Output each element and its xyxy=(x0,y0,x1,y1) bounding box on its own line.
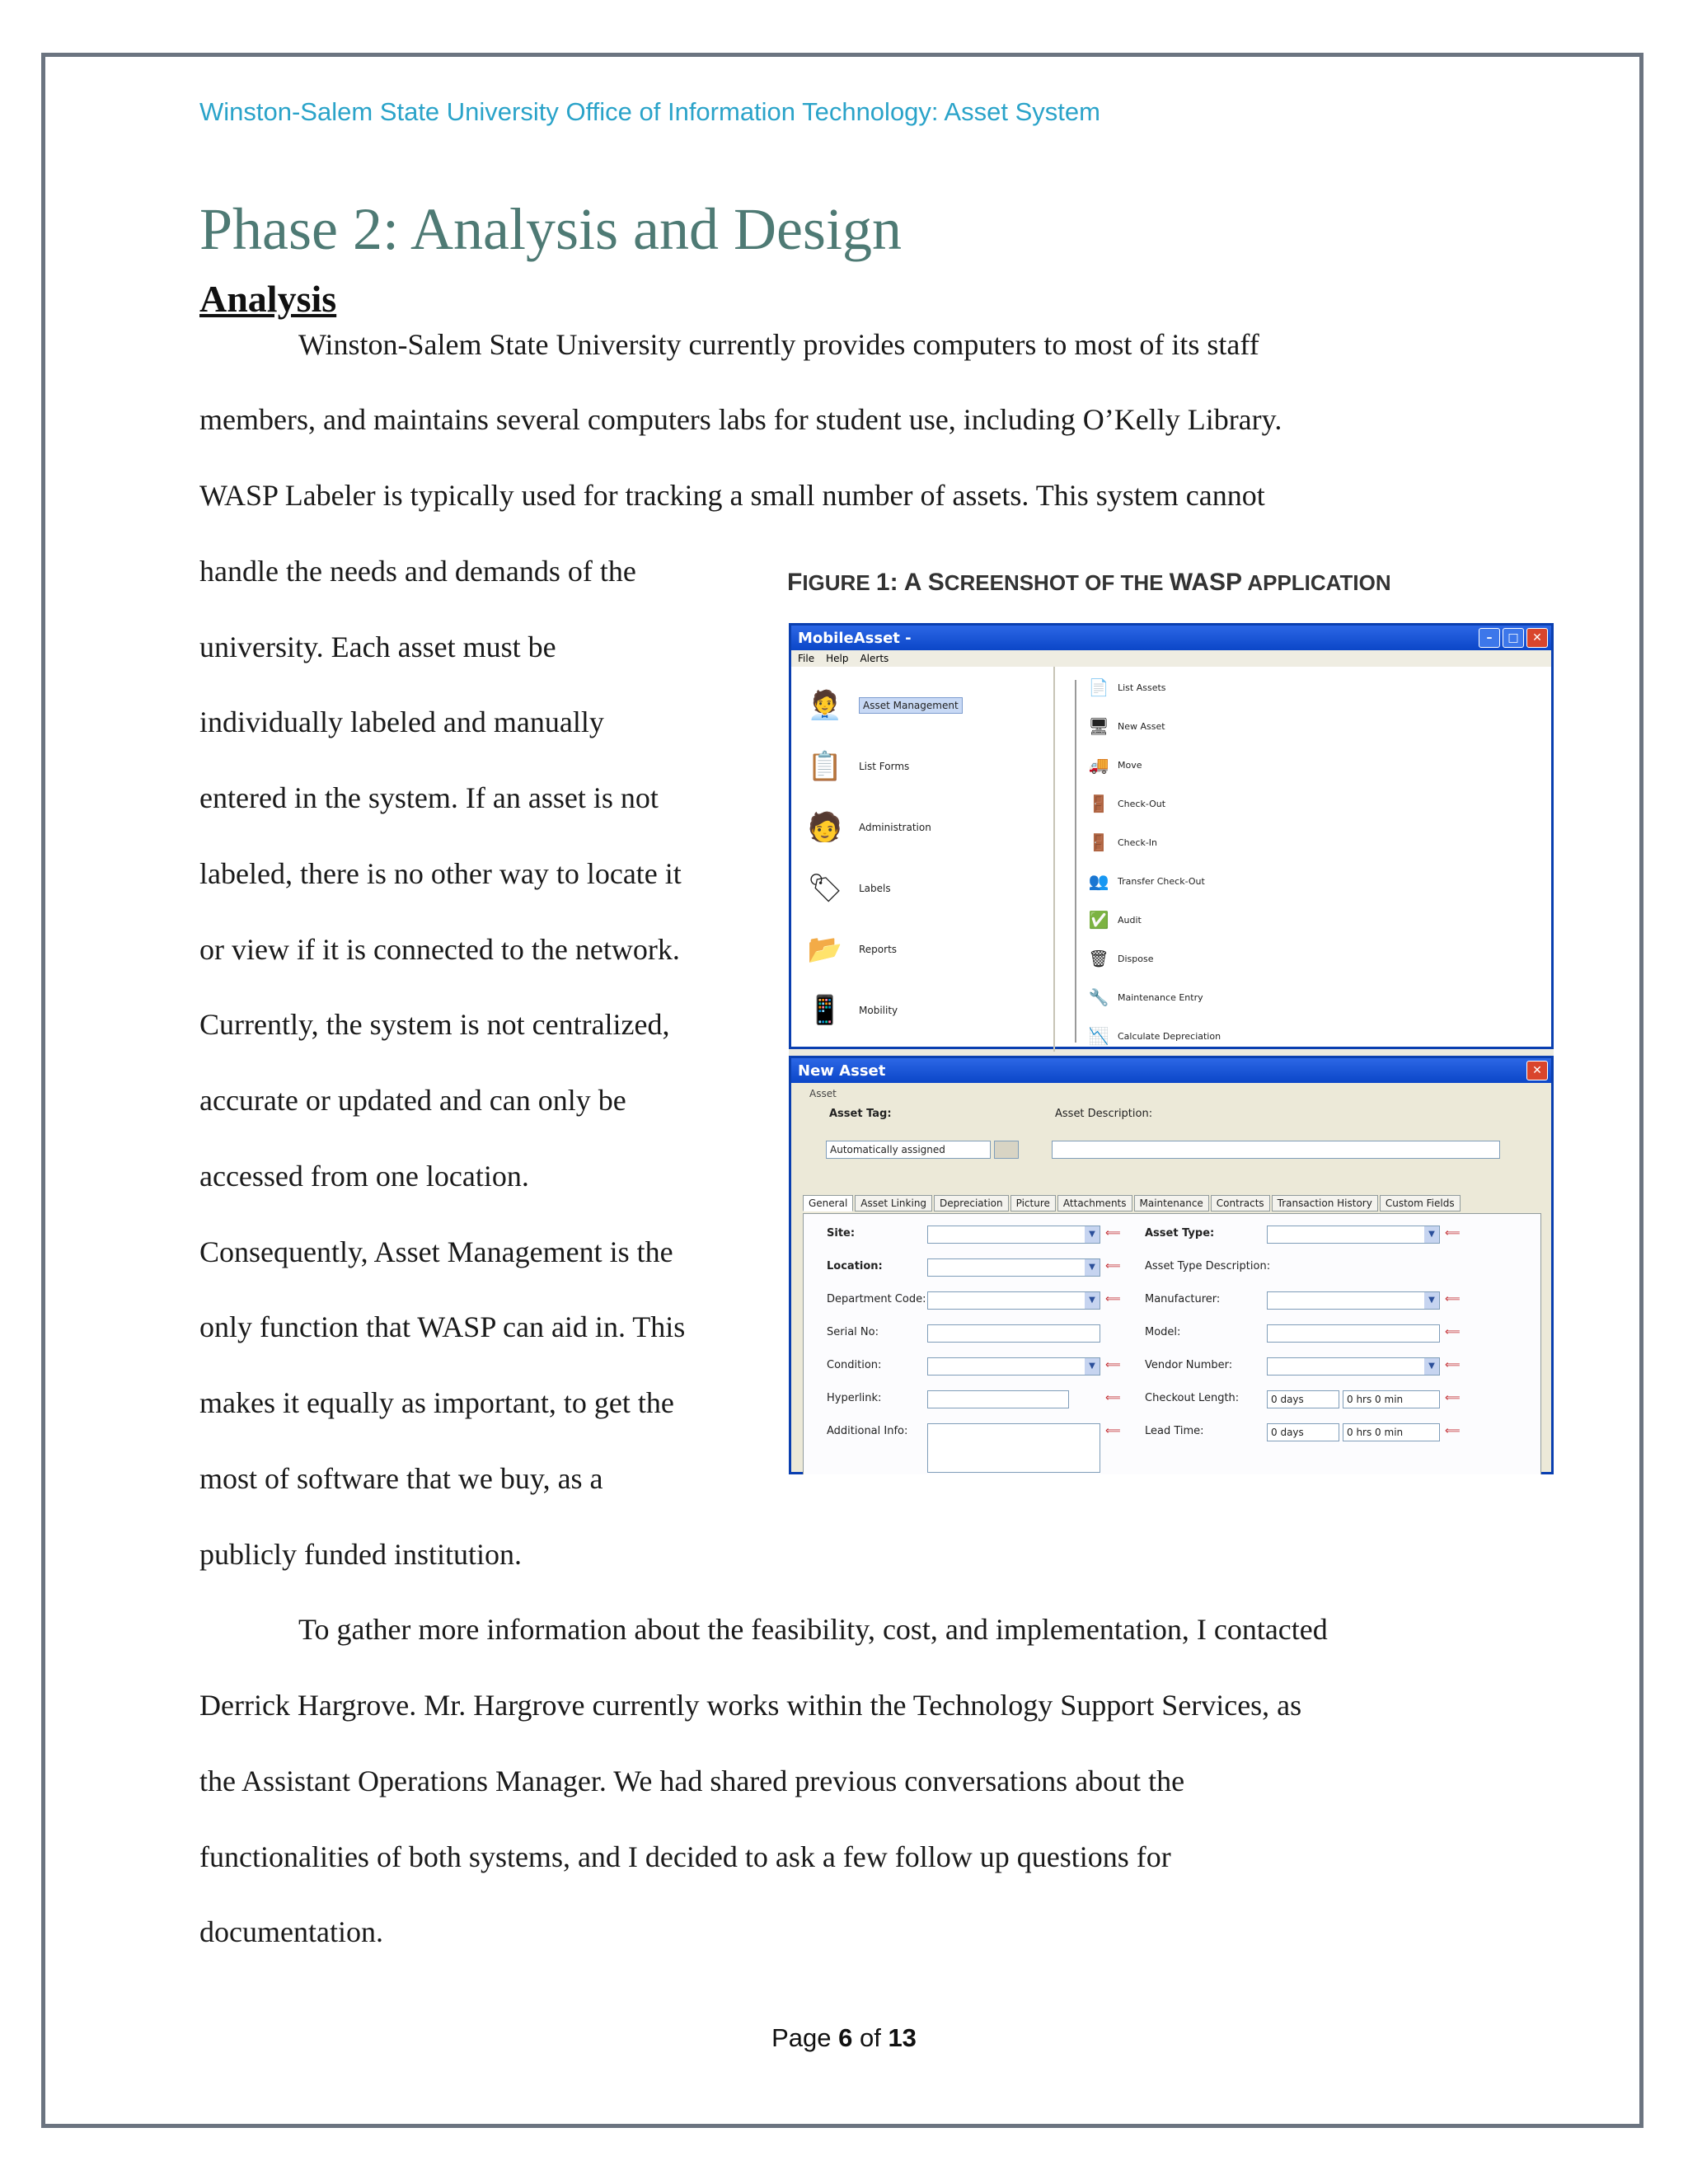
asset-type-description-label: Asset Type Description: xyxy=(1145,1260,1271,1272)
vendor-number-label: Vendor Number: xyxy=(1145,1359,1233,1371)
window-titlebar xyxy=(791,626,1551,650)
body-line: documentation. xyxy=(199,1915,383,1948)
body-line: only function that WASP can aid in. This xyxy=(199,1310,686,1343)
tab-contracts[interactable]: Contracts xyxy=(1211,1195,1270,1212)
body-line: most of software that we buy, as a xyxy=(199,1462,603,1495)
asset-group-label: Asset xyxy=(809,1088,837,1099)
task-maintenance-entry[interactable]: 🔧 Maintenance Entry xyxy=(1088,987,1203,1007)
maintenance-icon: 🔧 xyxy=(1088,987,1109,1007)
body-line: Winston-Salem State University currently provides computers to most of its staff xyxy=(298,328,1259,361)
chevron-down-icon: ▼ xyxy=(1085,1259,1100,1276)
body-line: accessed from one location. xyxy=(199,1160,529,1193)
pin-icon: ⟸ xyxy=(1105,1260,1121,1272)
close-icon[interactable]: ✕ xyxy=(1526,1061,1548,1080)
body-line: individually labeled and manually xyxy=(199,705,604,738)
lead-days-stepper[interactable]: 0 days xyxy=(1267,1423,1339,1441)
asset-management-icon: 🧑‍💼 xyxy=(807,689,843,722)
menu-alerts[interactable]: Alerts xyxy=(860,653,889,664)
checkout-length-label: Checkout Length: xyxy=(1145,1392,1240,1404)
page-title: Phase 2: Analysis and Design xyxy=(199,196,902,262)
running-header: Winston-Salem State University Office of Information Technology: Asset System xyxy=(199,97,1100,126)
pin-icon: ⟸ xyxy=(1105,1425,1121,1437)
task-list-assets[interactable]: 📄 List Assets xyxy=(1088,677,1166,697)
depreciation-icon: 📉 xyxy=(1088,1026,1109,1046)
new-asset-window xyxy=(789,1056,1554,1474)
task-move[interactable]: 🚚 Move xyxy=(1088,755,1142,775)
general-tab-panel xyxy=(803,1213,1541,1474)
admin-person-icon: 🧑 xyxy=(807,811,843,844)
chevron-down-icon: ▼ xyxy=(1424,1292,1439,1309)
condition-label: Condition: xyxy=(827,1359,882,1371)
task-calculate-depreciation[interactable]: 📉 Calculate Depreciation xyxy=(1088,1026,1221,1046)
page-footer: Page 6 of 13 xyxy=(771,2023,917,2052)
site-label: Site: xyxy=(827,1227,856,1240)
chevron-down-icon: ▼ xyxy=(1424,1358,1439,1375)
body-line: Derrick Hargrove. Mr. Hargrove currently works within the Technology Support Services, as xyxy=(199,1689,1302,1722)
body-line: handle the needs and demands of the xyxy=(199,555,636,588)
tab-custom-fields[interactable]: Custom Fields xyxy=(1380,1195,1461,1212)
serial-no-input[interactable] xyxy=(927,1324,1100,1343)
lead-time-label: Lead Time: xyxy=(1145,1425,1204,1437)
location-select[interactable] xyxy=(927,1258,1100,1277)
tab-depreciation[interactable]: Depreciation xyxy=(934,1195,1009,1212)
department-code-label: Department Code: xyxy=(827,1293,926,1305)
close-icon[interactable]: ✕ xyxy=(1526,628,1548,648)
body-line: accurate or updated and can only be xyxy=(199,1084,626,1117)
body-line: university. Each asset must be xyxy=(199,630,556,663)
tab-transaction-history[interactable]: Transaction History xyxy=(1272,1195,1378,1212)
task-dispose[interactable]: 🗑 Dispose xyxy=(1088,949,1154,968)
body-line: the Assistant Operations Manager. We had shared previous conversations about the xyxy=(199,1765,1185,1797)
task-list xyxy=(1055,667,1554,1052)
task-audit[interactable]: ✅ Audit xyxy=(1088,910,1142,930)
module-list xyxy=(791,667,1055,1052)
chevron-down-icon: ▼ xyxy=(1424,1226,1439,1243)
additional-info-label: Additional Info: xyxy=(827,1425,908,1437)
maximize-icon[interactable]: □ xyxy=(1503,628,1524,648)
pin-icon: ⟸ xyxy=(1105,1392,1121,1404)
chevron-down-icon: ▼ xyxy=(1085,1358,1100,1375)
current-page: 6 xyxy=(838,2023,853,2052)
menu-help[interactable]: Help xyxy=(826,653,849,664)
body-line: labeled, there is no other way to locate it xyxy=(199,857,682,890)
reports-folder-icon: 📂 xyxy=(807,933,843,966)
asset-type-label: Asset Type: xyxy=(1145,1227,1215,1240)
serial-no-label: Serial No: xyxy=(827,1326,879,1338)
menu-bar xyxy=(791,650,1551,667)
move-icon: 🚚 xyxy=(1088,755,1109,775)
minimize-icon[interactable]: – xyxy=(1479,628,1500,648)
pin-icon: ⟸ xyxy=(1445,1425,1461,1437)
pin-icon: ⟸ xyxy=(1445,1326,1461,1338)
tab-attachments[interactable]: Attachments xyxy=(1057,1195,1132,1212)
task-check-out[interactable]: 🚪 Check-Out xyxy=(1088,794,1166,813)
manufacturer-select[interactable] xyxy=(1267,1291,1440,1310)
new-asset-title: New Asset xyxy=(798,1062,886,1080)
clipboard-icon: 📋 xyxy=(807,750,843,783)
list-assets-icon: 📄 xyxy=(1088,677,1109,697)
chevron-down-icon: ▼ xyxy=(1085,1226,1100,1243)
tree-line xyxy=(1075,680,1076,1043)
asset-tag-label: Asset Tag: xyxy=(829,1108,892,1120)
chevron-down-icon: ▼ xyxy=(1085,1292,1100,1309)
wasp-screenshot xyxy=(789,623,1554,1474)
transfer-icon: 👥 xyxy=(1088,871,1109,891)
module-administration[interactable]: 🧑 Administration xyxy=(803,805,931,850)
checkout-days-stepper[interactable]: 0 days xyxy=(1267,1390,1339,1408)
task-new-asset[interactable]: 🖥 New Asset xyxy=(1088,716,1165,736)
manufacturer-label: Manufacturer: xyxy=(1145,1293,1221,1305)
checkout-time-stepper[interactable]: 0 hrs 0 min xyxy=(1343,1390,1440,1408)
tab-picture[interactable]: Picture xyxy=(1010,1195,1056,1212)
body-line: functionalities of both systems, and I decided to ask a few follow up questions for xyxy=(199,1840,1171,1873)
body-line: members, and maintains several computers labs for student use, including O’Kelly Library. xyxy=(199,403,1282,436)
check-out-icon: 🚪 xyxy=(1088,794,1109,813)
department-code-select[interactable] xyxy=(927,1291,1100,1310)
tab-maintenance[interactable]: Maintenance xyxy=(1134,1195,1209,1212)
task-check-in[interactable]: 🚪 Check-In xyxy=(1088,832,1158,852)
dispose-icon: 🗑 xyxy=(1088,949,1109,968)
site-select[interactable] xyxy=(927,1226,1100,1244)
asset-type-select[interactable] xyxy=(1267,1226,1440,1244)
body-line: WASP Labeler is typically used for tracking a small number of assets. This system cannot xyxy=(199,479,1265,512)
pin-icon: ⟸ xyxy=(1445,1392,1461,1404)
additional-info-textarea[interactable] xyxy=(927,1423,1100,1473)
location-label: Location: xyxy=(827,1260,883,1272)
check-in-icon: 🚪 xyxy=(1088,832,1109,852)
asset-description-input[interactable] xyxy=(1052,1141,1500,1159)
mobile-device-icon: 📱 xyxy=(807,994,843,1027)
hyperlink-label: Hyperlink: xyxy=(827,1392,882,1404)
tag-lookup-icon[interactable] xyxy=(994,1141,1019,1159)
module-asset-management[interactable]: 🧑‍💼 Asset Management xyxy=(803,683,963,728)
model-input[interactable] xyxy=(1267,1324,1440,1343)
total-pages: 13 xyxy=(888,2023,917,2052)
asset-tag-input[interactable]: Automatically assigned xyxy=(826,1141,991,1159)
body-line: or view if it is connected to the network. xyxy=(199,933,680,966)
window-title: MobileAsset - xyxy=(798,629,912,647)
body-line: To gather more information about the feasibility, cost, and implementation, I contacted xyxy=(298,1613,1328,1646)
pin-icon: ⟸ xyxy=(1105,1293,1121,1305)
pin-icon: ⟸ xyxy=(1445,1227,1461,1240)
section-heading: Analysis xyxy=(199,278,337,320)
pin-icon: ⟸ xyxy=(1445,1359,1461,1371)
task-transfer-check-out[interactable]: 👥 Transfer Check-Out xyxy=(1088,871,1205,891)
new-asset-titlebar xyxy=(791,1058,1551,1083)
module-mobility[interactable]: 📱 Mobility xyxy=(803,988,898,1033)
module-list-forms[interactable]: 📋 List Forms xyxy=(803,744,909,789)
body-line: makes it equally as important, to get the xyxy=(199,1386,674,1419)
lead-time-stepper[interactable]: 0 hrs 0 min xyxy=(1343,1423,1440,1441)
condition-select[interactable] xyxy=(927,1357,1100,1376)
pin-icon: ⟸ xyxy=(1105,1359,1121,1371)
figure-caption: FIGURE 1: A SCREENSHOT OF THE WASP APPLICATION xyxy=(787,569,1391,596)
tab-asset-linking[interactable]: Asset Linking xyxy=(855,1195,932,1212)
module-reports[interactable]: 📂 Reports xyxy=(803,927,897,972)
asset-description-label: Asset Description: xyxy=(1055,1108,1153,1120)
body-line: Consequently, Asset Management is the xyxy=(199,1235,673,1268)
module-labels[interactable]: 🏷 Labels xyxy=(803,866,891,911)
new-asset-icon: 🖥 xyxy=(1088,716,1109,736)
pin-icon: ⟸ xyxy=(1445,1293,1461,1305)
hyperlink-input[interactable] xyxy=(927,1390,1069,1408)
audit-icon: ✅ xyxy=(1088,910,1109,930)
body-line: publicly funded institution. xyxy=(199,1538,522,1571)
tab-strip xyxy=(803,1195,1461,1212)
model-label: Model: xyxy=(1145,1326,1181,1338)
pin-icon: ⟸ xyxy=(1105,1227,1121,1240)
body-line: Currently, the system is not centralized, xyxy=(199,1008,670,1041)
mobileasset-window xyxy=(789,623,1554,1049)
vendor-number-select[interactable] xyxy=(1267,1357,1440,1376)
tab-general[interactable]: General xyxy=(803,1195,853,1212)
menu-file[interactable]: File xyxy=(798,653,815,664)
body-line: entered in the system. If an asset is not xyxy=(199,781,659,814)
labels-icon: 🏷 xyxy=(807,872,843,905)
